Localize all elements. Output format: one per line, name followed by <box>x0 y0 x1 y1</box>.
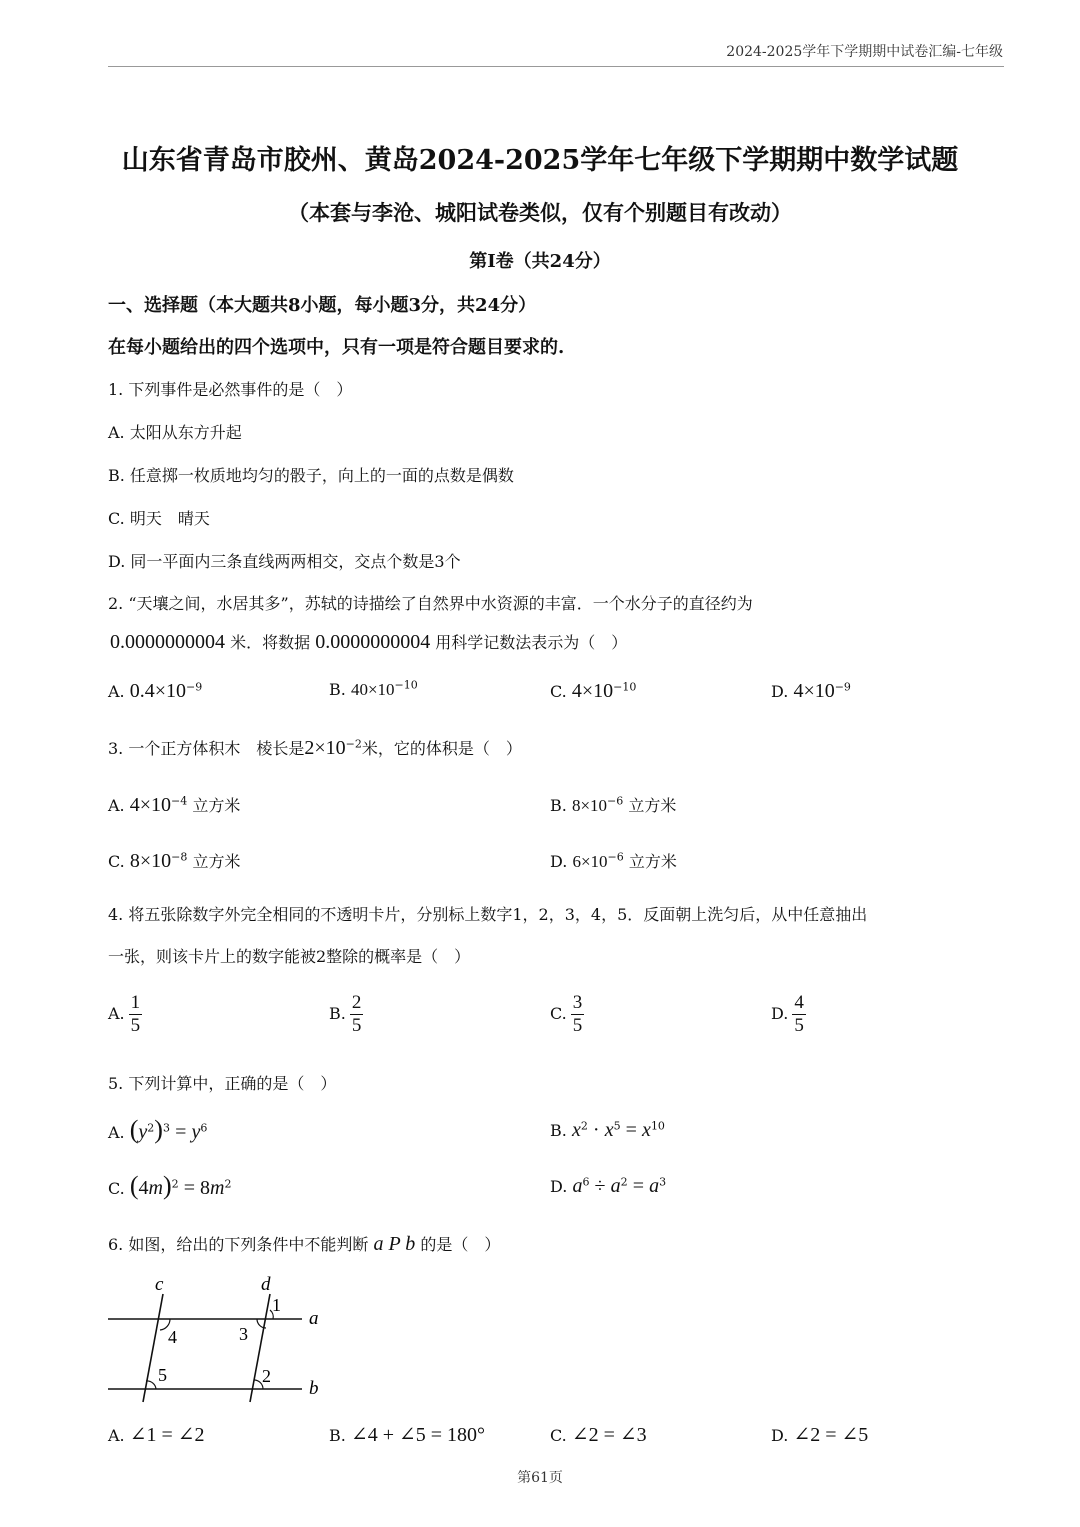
line-c <box>143 1294 163 1402</box>
q4-stem-line1: 4. 将五张除数字外完全相同的不透明卡片，分别标上数字1，2，3，4，5．反面朝上洗匀后，从中任意抽出 <box>108 905 868 924</box>
q6-relation: a P b <box>373 1233 416 1255</box>
q3-option-d: D. $6\times 10^{-6}$ 立方米 <box>550 850 677 871</box>
q6-option-d: D. ∠2 = ∠5 <box>771 1424 869 1446</box>
q6-option-c: C. ∠2 = ∠3 <box>550 1424 647 1446</box>
q2-number: 0.0000000004 <box>110 631 225 653</box>
q1-option-c: C. 明天 晴天 <box>108 509 210 528</box>
q2-number: 0.0000000004 <box>315 631 431 653</box>
q1-option-d: D. 同一平面内三条直线两两相交，交点个数是3个 <box>108 552 461 571</box>
label-b: b <box>309 1378 319 1399</box>
section-instruction: 在每小题给出的四个选项中，只有一项是符合题目要求的. <box>108 337 565 358</box>
angle-label-5: 5 <box>158 1365 167 1385</box>
q5-option-a: A. $(y^2)^3 = y^6$ <box>108 1115 208 1144</box>
q3-option-b: B. $8\times 10^{-6}$ 立方米 <box>550 794 677 815</box>
q1-stem: 1. 下列事件是必然事件的是（ ） <box>108 380 353 399</box>
label-a: a <box>309 1308 319 1329</box>
q2-option-b: B. $40\times 10^{-10}$ <box>329 678 418 699</box>
q4-stem-line2: 一张，则该卡片上的数字能被2整除的概率是（ ） <box>108 947 471 966</box>
q3-stem: 3. 一个正方体积木 棱长是$2\times 10^{-2}$米，它的体积是（ ） <box>108 737 522 759</box>
q6-option-a: A. ∠1 = ∠2 <box>108 1424 205 1446</box>
section-heading: 一、选择题（本大题共8小题，每小题3分，共24分） <box>108 295 537 316</box>
volume-heading: 第Ⅰ卷（共24分） <box>469 251 611 272</box>
angle-label-1: 1 <box>272 1295 281 1315</box>
q2-stem-line1: 2. “天壤之间，水居其多”，苏轼的诗描绘了自然界中水资源的丰富．一个水分子的直径约为 <box>108 594 753 613</box>
q2-option-a: A. $0.4\times 10^{-9}$ <box>108 680 203 702</box>
q6-option-b: B. ∠4 + ∠5 = 180° <box>329 1424 486 1446</box>
angle-5-arc <box>146 1381 156 1389</box>
q4-option-b: B. $\frac{2}{5}$ <box>329 992 362 1036</box>
exam-subtitle: （本套与李沧、城阳试卷类似，仅有个别题目有改动） <box>288 200 792 225</box>
angle-label-3: 3 <box>239 1324 248 1344</box>
q2-stem-line2: 0.0000000004 米．将数据 0.0000000004 用科学记数法表示为（ ） <box>110 631 628 653</box>
label-c: c <box>155 1274 164 1295</box>
q4-option-a: A. $\frac{1}{5}$ <box>108 992 141 1036</box>
q5-option-b: B. $x^2 \cdot x^5 = x^{10}$ <box>550 1119 665 1141</box>
parallel-lines-figure <box>100 1268 340 1408</box>
q5-option-d: D. $a^6 \div a^2 = a^3$ <box>550 1175 667 1197</box>
running-header: 2024-2025学年下学期期中试卷汇编-七年级 <box>726 44 1003 60</box>
q4-option-d: D. $\frac{4}{5}$ <box>771 992 804 1036</box>
exam-title: 山东省青岛市胶州、黄岛2024-2025学年七年级下学期期中数学试题 <box>121 145 959 176</box>
header-rule <box>108 66 1004 67</box>
q2-option-d: D. $4\times 10^{-9}$ <box>771 680 851 702</box>
q4-option-c: C. $\frac{3}{5}$ <box>550 992 583 1036</box>
q1-option-b: B. 任意掷一枚质地均匀的骰子，向上的一面的点数是偶数 <box>108 466 514 485</box>
q2-option-c: C. $4\times 10^{-10}$ <box>550 680 637 702</box>
angle-label-4: 4 <box>168 1327 177 1347</box>
q1-option-a: A. 太阳从东方升起 <box>108 423 242 442</box>
label-d: d <box>261 1274 271 1295</box>
q3-option-a: A. $4\times 10^{-4}$ 立方米 <box>108 794 241 816</box>
q3-option-c: C. $8\times 10^{-8}$ 立方米 <box>108 850 241 872</box>
page-number: 第61页 <box>517 1470 563 1486</box>
q5-stem: 5. 下列计算中，正确的是（ ） <box>108 1074 337 1093</box>
q6-stem: 6. 如图，给出的下列条件中不能判断 a P b 的是（ ） <box>108 1233 501 1255</box>
angle-label-2: 2 <box>262 1366 271 1386</box>
q5-option-c: C. $(4m)^2 = 8m^2$ <box>108 1171 232 1200</box>
